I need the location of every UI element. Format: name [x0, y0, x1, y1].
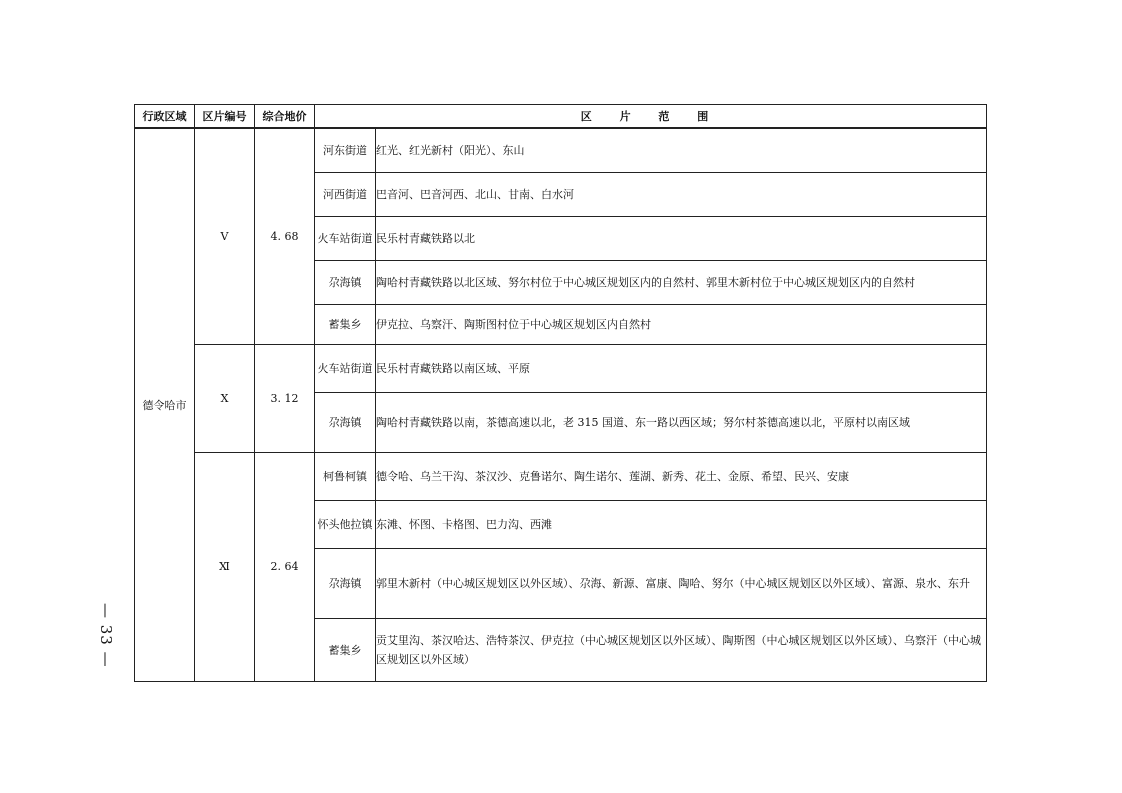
header-district: 行政区域: [135, 105, 195, 129]
zone-price: 3. 12: [255, 344, 315, 452]
scope-cell: 伊克拉、乌察汗、陶斯图村位于中心城区规划区内自然村: [376, 304, 987, 344]
header-price: 综合地价: [255, 105, 315, 129]
town-cell: 尕海镇: [315, 392, 376, 452]
scope-cell: 郭里木新村（中心城区规划区以外区域）、尕海、新源、富康、陶哈、努尔（中心城区规划区以外区域）、富源、泉水、东升: [376, 548, 987, 618]
town-cell: 火车站街道: [315, 344, 376, 392]
scope-cell: 东滩、怀图、卡格图、巴力沟、西滩: [376, 500, 987, 548]
scope-cell: 陶哈村青藏铁路以南，茶德高速以北，老 315 国道、东一路以西区域；努尔村茶德高速以北，平原村以南区域: [376, 392, 987, 452]
town-cell: 柯鲁柯镇: [315, 452, 376, 500]
town-cell: 河西街道: [315, 172, 376, 216]
district-cell: 德令哈市: [135, 128, 195, 681]
zone-number: Ⅹ: [195, 344, 255, 452]
scope-cell: 红光、红光新村（阳光）、东山: [376, 128, 987, 172]
zone-number: Ⅺ: [195, 452, 255, 681]
town-cell: 怀头他拉镇: [315, 500, 376, 548]
town-cell: 尕海镇: [315, 548, 376, 618]
header-zone-no: 区片编号: [195, 105, 255, 129]
table-header-row: [135, 105, 987, 129]
scope-cell: 德令哈、乌兰干沟、茶汉沙、克鲁诺尔、陶生诺尔、莲湖、新秀、花土、金原、希望、民兴、安康: [376, 452, 987, 500]
zone-price: 2. 64: [255, 452, 315, 681]
scope-cell: 民乐村青藏铁路以北: [376, 216, 987, 260]
town-cell: 河东街道: [315, 128, 376, 172]
scope-cell: 陶哈村青藏铁路以北区域、努尔村位于中心城区规划区内的自然村、郭里木新村位于中心城区规划区内的自然村: [376, 260, 987, 304]
town-cell: 蓄集乡: [315, 304, 376, 344]
land-price-table: [134, 104, 987, 682]
table-row: [135, 128, 987, 172]
table-row: [135, 344, 987, 392]
town-cell: 火车站街道: [315, 216, 376, 260]
page-number: — 33 —: [97, 603, 115, 668]
header-range: 区 片 范 围: [315, 105, 987, 129]
scope-cell: 贡艾里沟、茶汉哈达、浩特茶汉、伊克拉（中心城区规划区以外区域）、陶斯图（中心城区规划区以外区域）、乌察汗（中心城区规划区以外区域）: [376, 618, 987, 681]
zone-number: Ⅴ: [195, 128, 255, 344]
table-row: [135, 452, 987, 500]
town-cell: 尕海镇: [315, 260, 376, 304]
town-cell: 蓄集乡: [315, 618, 376, 681]
scope-cell: 巴音河、巴音河西、北山、甘南、白水河: [376, 172, 987, 216]
scope-cell: 民乐村青藏铁路以南区域、平原: [376, 344, 987, 392]
zone-price: 4. 68: [255, 128, 315, 344]
